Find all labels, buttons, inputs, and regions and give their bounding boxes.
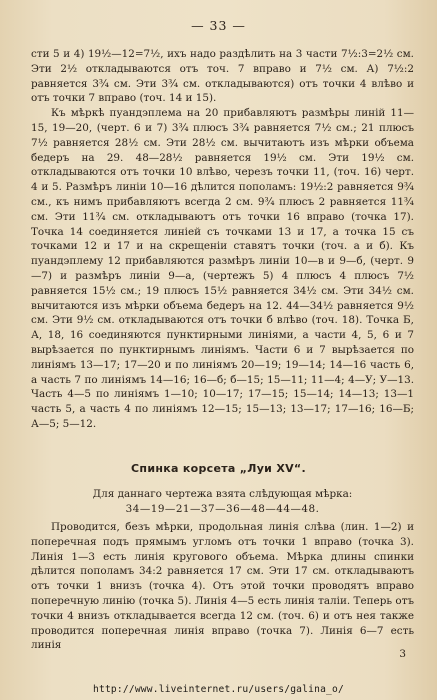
measurement-values: 34—19—21—37—36—48—44—48.	[125, 503, 320, 515]
page-number: — 33 —	[191, 18, 246, 33]
signature-mark: 3	[399, 648, 406, 660]
measurement-intro: Для даннаго чертежа взята слѣдующая мѣрка:	[92, 488, 353, 500]
paragraph-construction: Проводится, безъ мѣрки, продольная линія слѣва (лин. 1—2) и поперечная подъ прямымъ угломъ отъ точки 1 вправо (точка 3). Линія 1—3 есть линія кругового объема. Мѣрка длины спинки дѣлится пополамъ 34:2 равняется 17 см. Эти 17 см. откладываютъ отъ точки 1 внизъ (точка 4). Отъ этой точки проводятъ вправо поперечную линію (точка 5). Линія 4—5 есть линія таліи. Теперь отъ точки 4 внизъ откладывается всегда 12 см. (точ. 6) и отъ нея также проводится поперечная линія вправо (точка 7). Линія 6—7 есть линія	[31, 521, 414, 652]
paragraph-continuation: сти 5 и 4) 19½—12=7½, ихъ надо раздѣлить на 3 части 7½:3=2½ см. Эти 2½ откладываются отъ точ. 7 вправо и 7½ см. А) 7½:2 равняется 3¾ см. Эти 3¾ см. откладываются) отъ точки 4 влѣво и отъ точки 7 вправо (точ. 14 и 15).	[31, 48, 414, 105]
section-heading: Спинка корсета „Луи XV“.	[131, 462, 306, 475]
watermark-url: http://www.liveinternet.ru/users/galina_o/	[93, 684, 344, 695]
text-block-top	[31, 47, 414, 432]
paragraph-pattern-steps: Къ мѣркѣ пуандэплема на 20 прибавляютъ размѣры линій 11—15, 19—20, (черт. 6 и 7) 3¾ плюсъ 3¾ равняется 7½ см.; 21 плюсъ 7½ равняется 28½ см. Эти 28½ см. вычитаютъ изъ мѣрки объема бедеръ на 29. 48—28½ равняется 19½ см. Эти 19½ см. откладываются отъ точки 10 влѣво, черезъ точки 11, (точ. 16) черт. 4 и 5. Размѣръ линіи 10—16 дѣлится пополамъ: 19½:2 равняется 9¾ см., къ нимъ прибавляютъ всегда 2 см. 9¾ плюсъ 2 равняется 11¾ см. Эти 11¾ см. откладываютъ отъ точки 16 вправо (точка 17). Точка 14 соединяется линіей съ точками 13 и 17, а точка 15 съ точками 12 и 17 и на скрещеніи ставятъ точки (точ. а и б). Къ пуандэплему 12 прибавляются размѣръ линіи 10—в и 9—б, (черт. 9—7) и размѣръ линіи 9—а, (чертежъ 5) 4 плюсъ 4 плюсъ 7½ равняется 15½ см.; 19 плюсъ 15½ равняется 34½ см. Эти 34½ см. вычитаются изъ мѣрки объема бедеръ на 12. 44—34½ равняется 9½ см. Эти 9½ см. откладываются отъ точки б влѣво (точ. 18). Точка Б, А, 18, 16 соединяются пунктирными линіями, а части 4, 5, 6 и 7 вырѣзается по пунктирнымъ линіямъ. Части 6 и 7 вырѣзается по линіямъ 13—17; 17—20 и по линіямъ 20—19; 19—14; 14—16 часть 6, а часть 7 по линіямъ 14—16; 16—б; б—15; 15—11; 11—4; 4—У; У—13. Часть 4—5 по линіямъ 1—10; 10—17; 17—15; 15—14; 14—13; 13—1 часть 5, а часть 4 по линіямъ 12—15; 15—13; 13—17; 17—16; 16—Б; А—5; 5—12.	[31, 107, 414, 430]
text-block-bottom	[31, 520, 414, 653]
